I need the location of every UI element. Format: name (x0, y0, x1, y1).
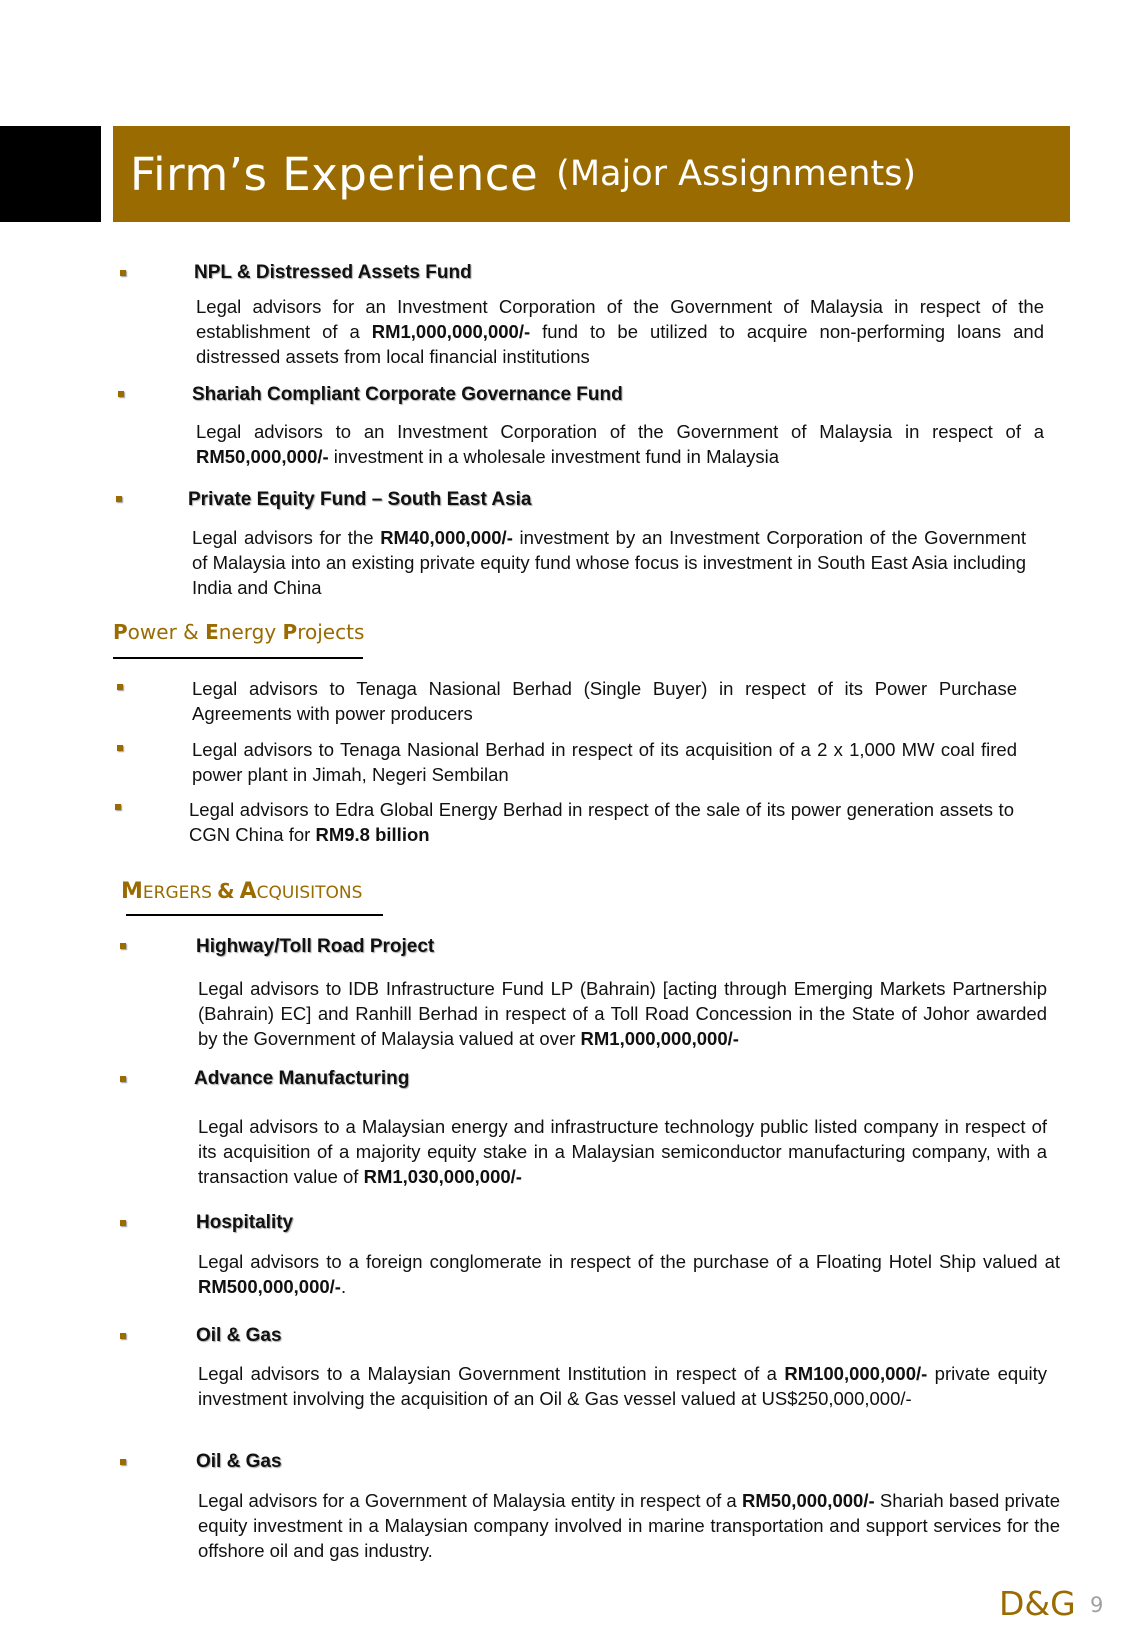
page-title: Firm’s Experience (130, 147, 539, 201)
bullet-icon (118, 391, 124, 397)
section-title-power: Power & Energy Projects (113, 620, 365, 644)
page-number: 9 (1090, 1593, 1104, 1617)
fund-heading: Shariah Compliant Corporate Governance Fund (192, 384, 623, 405)
fund-heading: Private Equity Fund – South East Asia (188, 489, 532, 510)
section-underline (126, 914, 383, 916)
ma-description: Legal advisors to IDB Infrastructure Fund LP (Bahrain) [acting through Emerging Markets Partnership (Bahrain) EC] and Ranhill Berhad in respect of a Toll Road Concession in the State of Johor awarded by the Government of Malaysia valued at over RM1,000,000,000/- (198, 978, 1047, 1049)
ma-description: Legal advisors for a Government of Malaysia entity in respect of a RM50,000,000/- Shariah based private equity investment in a Malaysian company involved in marine transportation and support services for the offshore oil and gas industry. (198, 1490, 1060, 1561)
power-item: Legal advisors to Tenaga Nasional Berhad in respect of its acquisition of a 2 x 1,000 MW coal fired power plant in Jimah, Negeri Sembilan (192, 739, 1017, 785)
ma-description: Legal advisors to a Malaysian energy and infrastructure technology public listed company in respect of its acquisition of a majority equity stake in a Malaysian semiconductor manufacturing company, with a transaction value of RM1,030,000,000/- (198, 1116, 1047, 1187)
bullet-icon (117, 684, 123, 690)
ma-heading: Hospitality (196, 1212, 294, 1233)
ma-description: Legal advisors to a Malaysian Government Institution in respect of a RM100,000,000/- private equity investment involving the acquisition of an Oil & Gas vessel valued at US$250,000,000/- (198, 1363, 1047, 1409)
page-subtitle: (Major Assignments) (556, 154, 917, 194)
ma-heading: Oil & Gas (196, 1451, 282, 1472)
bullet-icon (120, 1459, 126, 1465)
ma-heading: Oil & Gas (196, 1325, 282, 1346)
bullet-icon (116, 496, 122, 502)
fund-description: Legal advisors for the RM40,000,000/- investment by an Investment Corporation of the Government of Malaysia into an existing private equity fund whose focus is investment in South East Asia including India and China (192, 527, 1026, 598)
fund-description: Legal advisors for an Investment Corporation of the Government of Malaysia in respect of the establishment of a RM1,000,000,000/- fund to be utilized to acquire non-performing loans and distressed assets from local financial institutions (196, 296, 1044, 367)
ma-heading: Highway/Toll Road Project (196, 936, 435, 957)
bullet-icon (120, 943, 126, 949)
section-title-ma: MERGERS & ACQUISITONS (121, 879, 363, 904)
ma-heading: Advance Manufacturing (194, 1068, 410, 1089)
section-underline (113, 657, 363, 659)
ma-description: Legal advisors to a foreign conglomerate in respect of the purchase of a Floating Hotel Ship valued at RM500,000,000/-. (198, 1251, 1060, 1297)
bullet-icon (120, 270, 126, 276)
title-bar (113, 126, 1070, 222)
bullet-icon (120, 1220, 126, 1226)
bullet-icon (120, 1333, 126, 1339)
header-black-block (0, 126, 101, 222)
fund-heading: NPL & Distressed Assets Fund (194, 262, 472, 283)
power-item: Legal advisors to Tenaga Nasional Berhad (Single Buyer) in respect of its Power Purchase Agreements with power producers (192, 678, 1017, 724)
bullet-icon (120, 1076, 126, 1082)
bullet-icon (117, 745, 123, 751)
fund-description: Legal advisors to an Investment Corporation of the Government of Malaysia in respect of a RM50,000,000/- investment in a wholesale investment fund in Malaysia (196, 421, 1044, 467)
dg-logo: D&G (999, 1584, 1076, 1623)
power-item: Legal advisors to Edra Global Energy Berhad in respect of the sale of its power generation assets to CGN China for RM9.8 billion (189, 799, 1014, 845)
bullet-icon (115, 804, 121, 810)
